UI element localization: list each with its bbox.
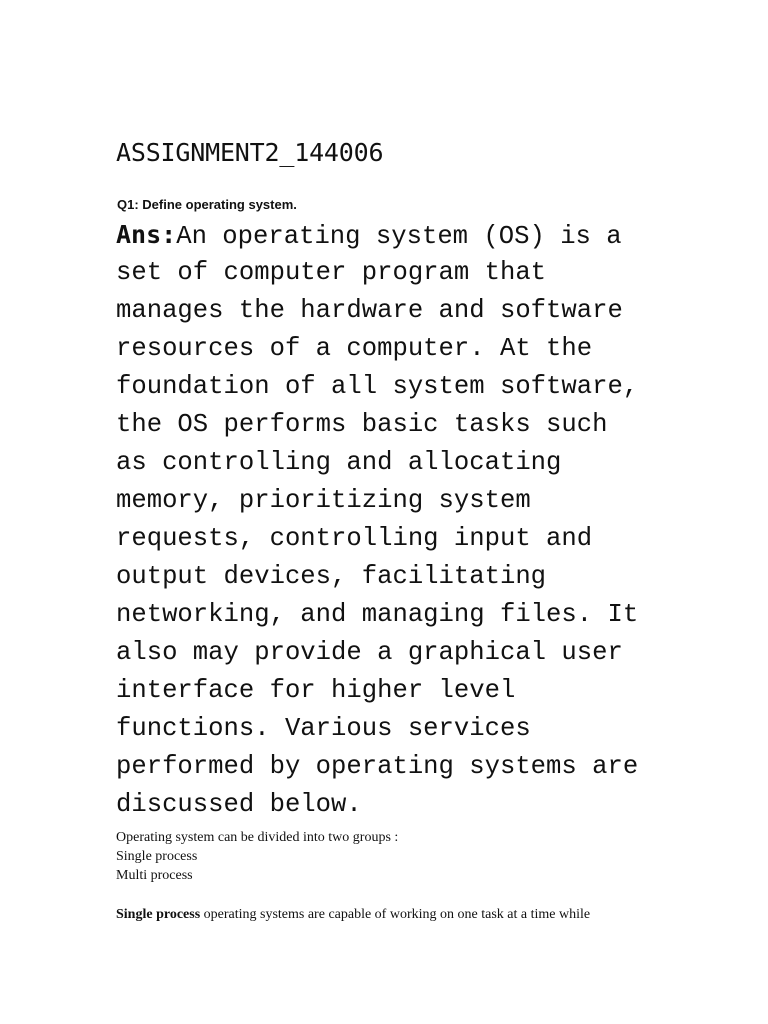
answer-line: networking, and managing files. It bbox=[116, 600, 639, 629]
answer-line: memory, prioritizing system bbox=[116, 486, 531, 515]
single-process-paragraph bbox=[116, 905, 590, 924]
group-item-single-process: Single process bbox=[116, 849, 198, 864]
single-process-description: operating systems are capable of working on one task at a time while bbox=[200, 907, 591, 922]
answer-line: manages the hardware and software bbox=[116, 296, 623, 325]
answer-line: also may provide a graphical user bbox=[116, 638, 623, 667]
answer-label: Ans: bbox=[116, 220, 177, 249]
answer-line: requests, controlling input and bbox=[116, 524, 593, 553]
single-process-term: Single process bbox=[116, 907, 201, 922]
answer-line: the OS performs basic tasks such bbox=[116, 410, 608, 439]
answer-line: performed by operating systems are bbox=[116, 752, 639, 781]
document-title: ASSIGNMENT2_144006 bbox=[116, 138, 384, 167]
answer-line: resources of a computer. At the bbox=[116, 334, 593, 363]
answer-line: discussed below. bbox=[116, 790, 362, 819]
group-item-multi-process: Multi process bbox=[116, 868, 193, 883]
answer-line: foundation of all system software, bbox=[116, 372, 639, 401]
groups-section bbox=[116, 828, 398, 885]
answer-line: output devices, facilitating bbox=[116, 562, 547, 591]
question-heading: Q1: Define operating system. bbox=[117, 197, 297, 212]
answer-line: interface for higher level bbox=[116, 676, 516, 705]
answer-paragraph bbox=[116, 216, 756, 824]
answer-line-text: An operating system (OS) is a bbox=[176, 222, 622, 251]
answer-line: functions. Various services bbox=[116, 714, 531, 743]
answer-line: as controlling and allocating bbox=[116, 448, 562, 477]
answer-line: set of computer program that bbox=[116, 258, 547, 287]
groups-intro: Operating system can be divided into two groups : bbox=[116, 830, 399, 845]
answer-line bbox=[116, 216, 756, 254]
